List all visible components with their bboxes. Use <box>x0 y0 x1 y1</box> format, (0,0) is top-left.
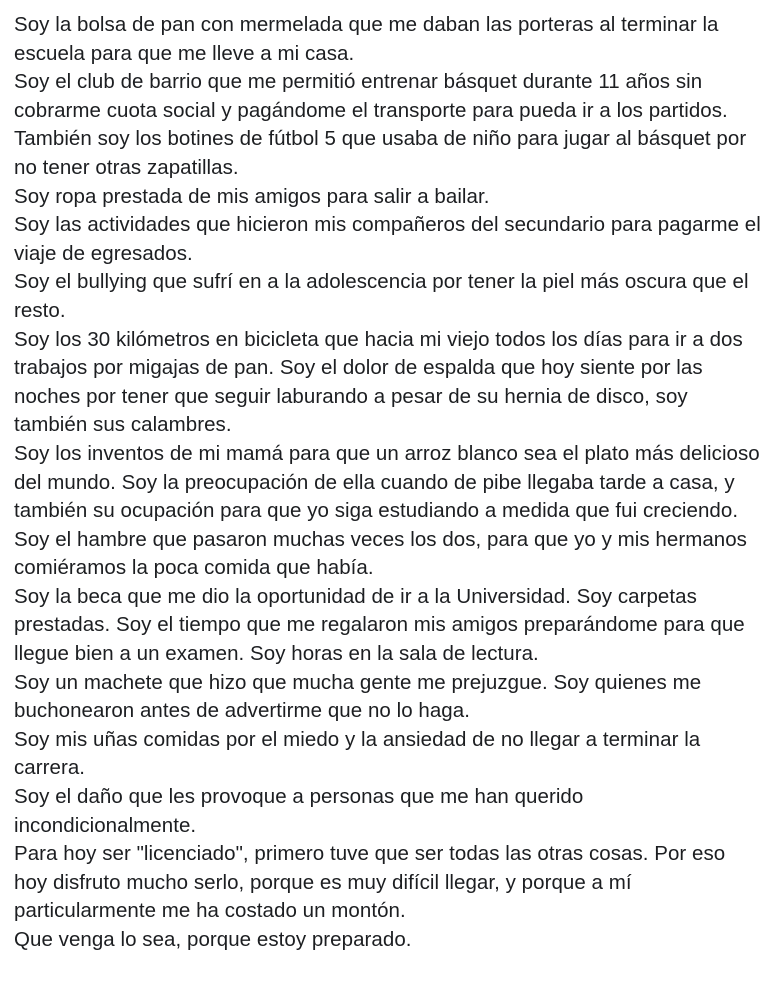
post-paragraph-6: Soy los 30 kilómetros en bicicleta que hacia mi viejo todos los días para ir a dos trabajos por migajas de pan. Soy el dolor de espalda que hoy siente por las noches por tener que seguir laburando a pesar de su hernia de disco, soy también sus calambres. <box>14 327 743 437</box>
post-paragraph-7: Soy los inventos de mi mamá para que un arroz blanco sea el plato más delicioso del mundo. Soy la preocupación de ella cuando de pibe llegaba tarde a casa, y también su ocupación para que yo siga estudiando a medida que fui creciendo. <box>14 441 760 523</box>
post-paragraph-13: Para hoy ser "licenciado", primero tuve que ser todas las otras cosas. Por eso hoy disfruto mucho serlo, porque es muy difícil llegar, y porque a mí particularmente me ha costado un montón. <box>14 842 726 923</box>
post-paragraph-9: Soy la beca que me dio la oportunidad de ir a la Universidad. Soy carpetas prestadas. Soy el tiempo que me regalaron mis amigos preparándome para que llegue bien a un examen. Soy horas en la sala de lectura. <box>14 584 745 666</box>
post-paragraph-4: Soy las actividades que hicieron mis compañeros del secundario para pagarme el viaje de egresados. <box>14 213 761 265</box>
post-paragraph-1: Soy la bolsa de pan con mermelada que me daban las porteras al terminar la escuela para que me lleve a mi casa. <box>14 13 719 65</box>
post-paragraph-11: Soy mis uñas comidas por el miedo y la ansiedad de no llegar a terminar la carrera. <box>14 727 701 780</box>
post-paragraph-3: Soy ropa prestada de mis amigos para salir a bailar. <box>14 184 490 208</box>
post-paragraph-5: Soy el bullying que sufrí en a la adolescencia por tener la piel más oscura que el resto. <box>14 270 749 322</box>
post-paragraph-12: Soy el daño que les provoque a personas que me han querido incondicionalmente. <box>14 785 584 837</box>
post-text <box>14 11 762 955</box>
post-paragraph-10: Soy un machete que hizo que mucha gente me prejuzgue. Soy quienes me buchonearon antes de advertirme que no lo haga. <box>14 670 702 723</box>
post-paragraph-2: Soy el club de barrio que me permitió entrenar básquet durante 11 años sin cobrarme cuota social y pagándome el transporte para pueda ir a los partidos. También soy los botines de fútbol 5 que usaba de niño para jugar al básquet por no tener otras zapatillas. <box>14 70 747 179</box>
post-paragraph-8: Soy el hambre que pasaron muchas veces los dos, para que yo y mis hermanos comiéramos la poca comida que había. <box>14 527 747 580</box>
post-paragraph-14: Que venga lo sea, porque estoy preparado. <box>14 928 412 951</box>
